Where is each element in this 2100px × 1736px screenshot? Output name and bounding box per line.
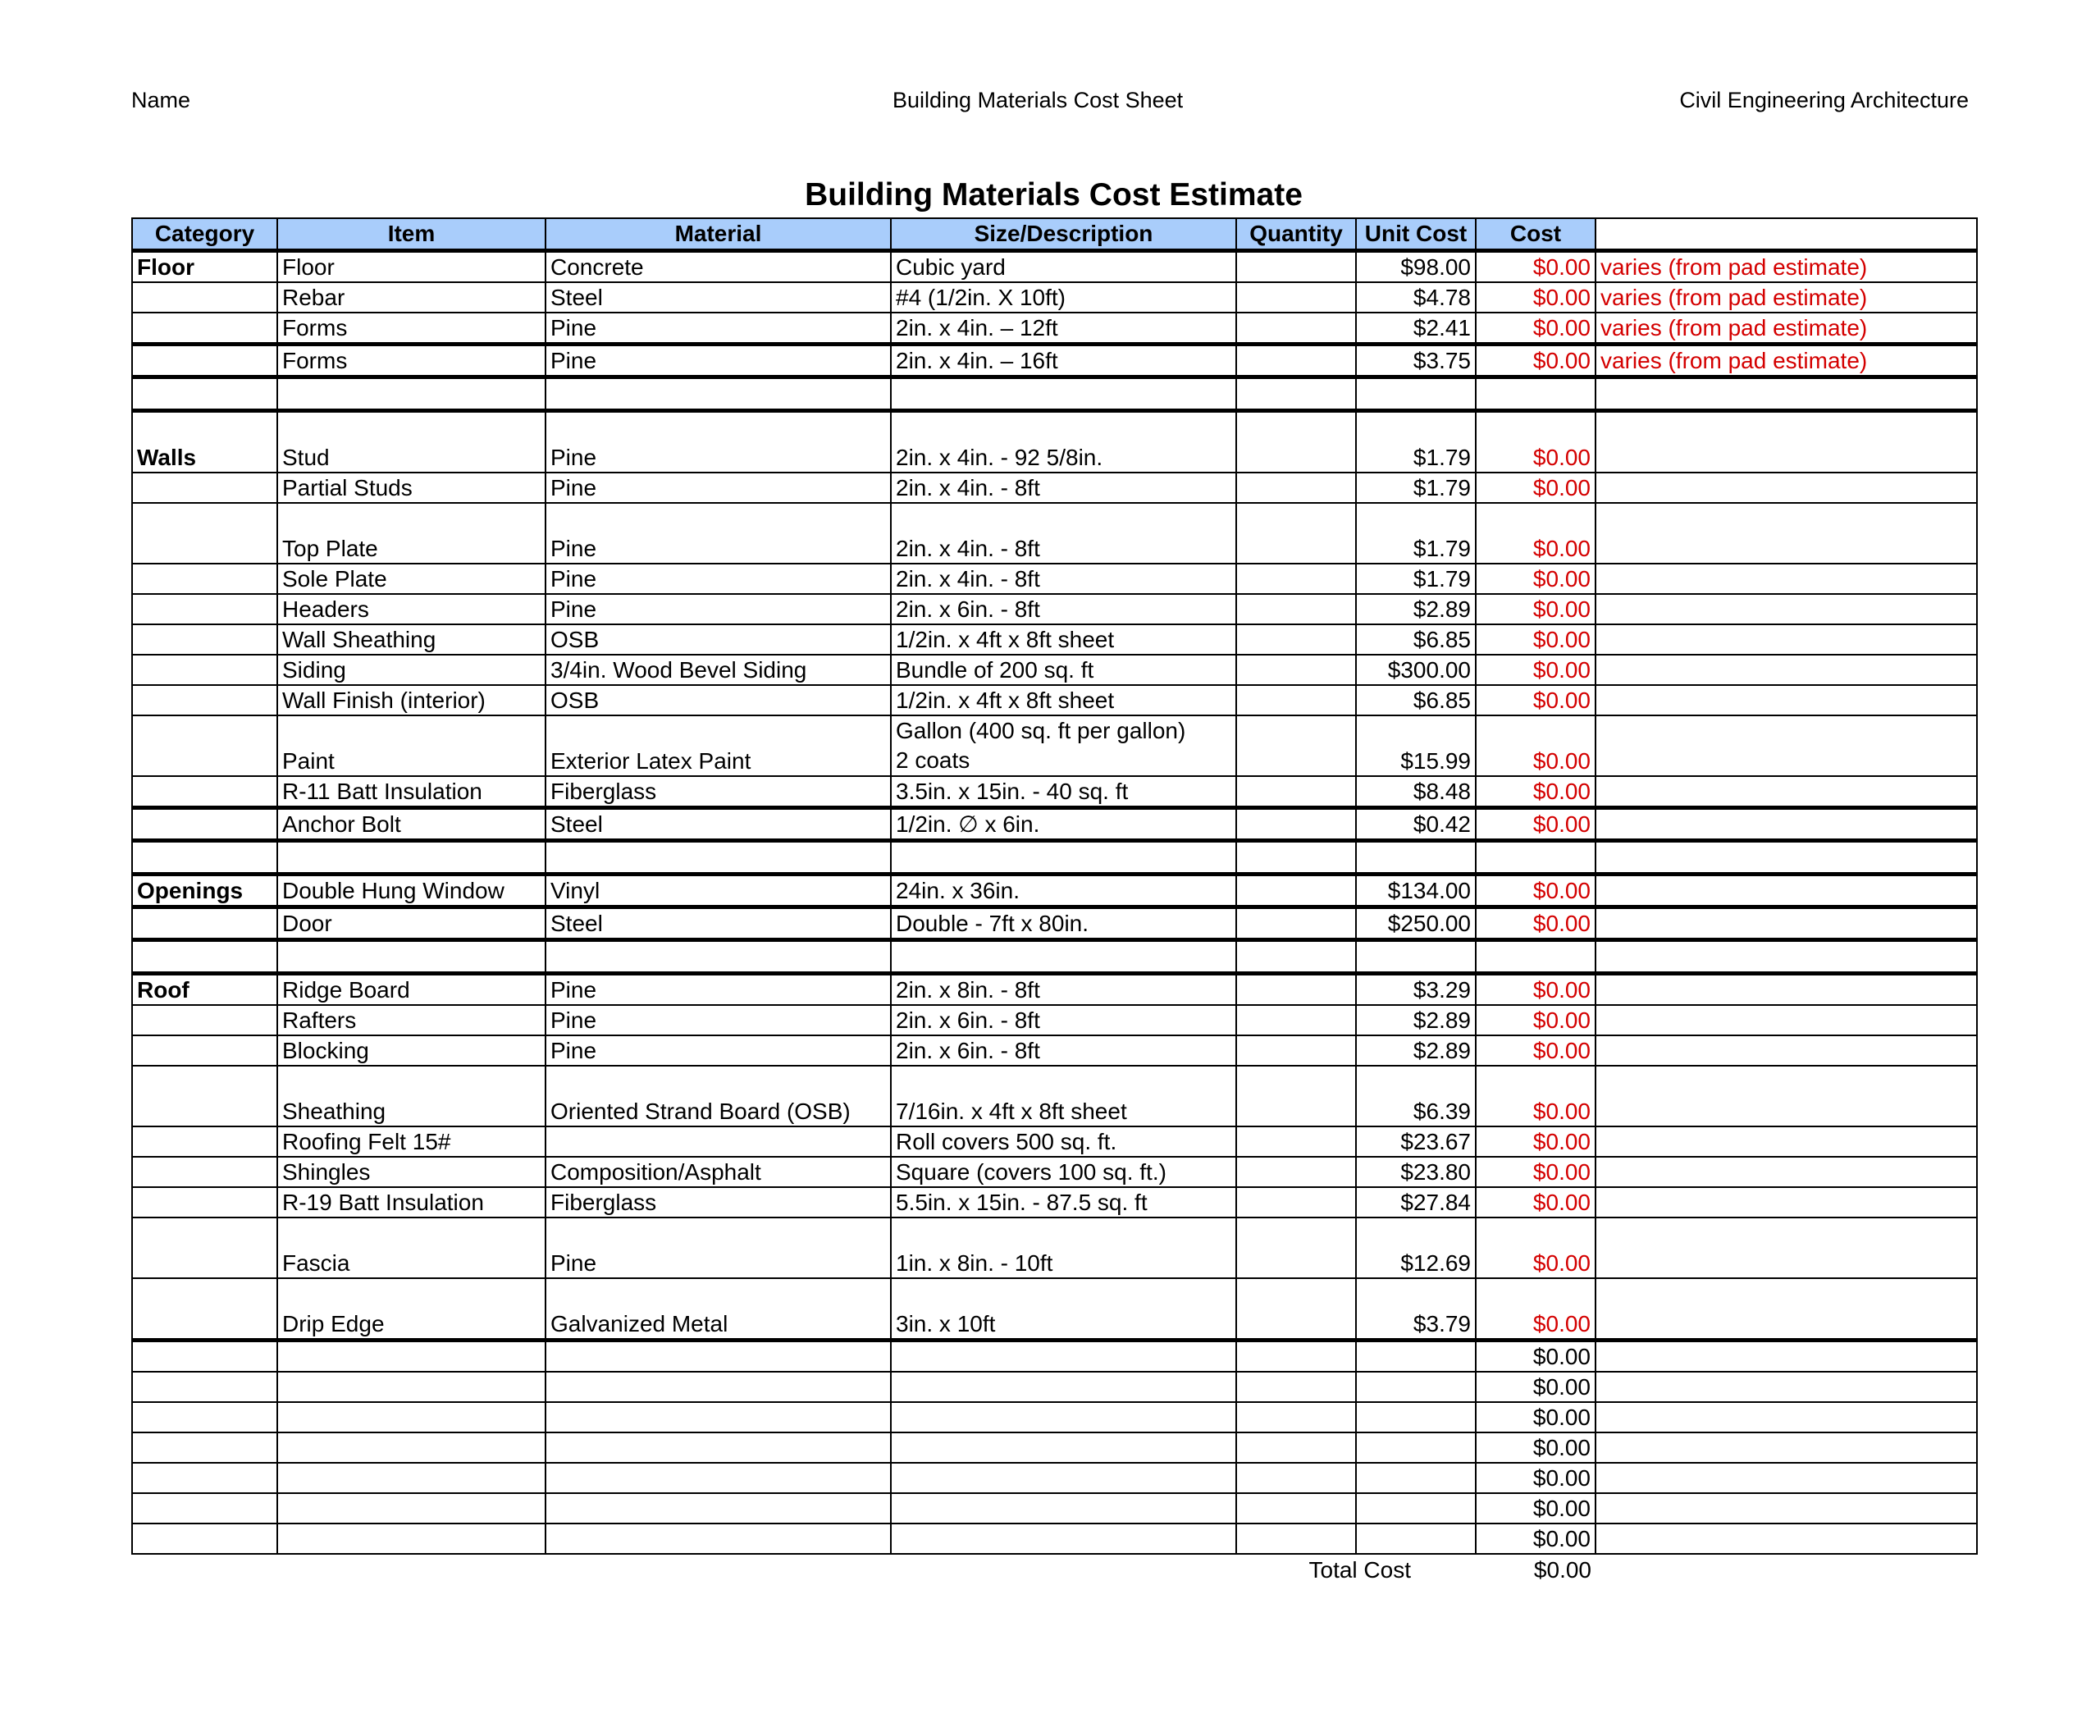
- total-cost-value: $0.00: [1533, 1557, 1591, 1583]
- cell-unit-cost[interactable]: $98.00: [1356, 251, 1476, 283]
- col-header-cost: Cost: [1476, 218, 1596, 251]
- cell-quantity[interactable]: [1236, 251, 1356, 283]
- cell-size[interactable]: 2in. x 4in. – 12ft: [891, 313, 1236, 345]
- cell-item[interactable]: R-11 Batt Insulation: [277, 776, 546, 808]
- cell-cost[interactable]: $0.00: [1476, 1372, 1596, 1402]
- cell-cost[interactable]: $0.00: [1476, 1402, 1596, 1432]
- cell-unit-cost[interactable]: $6.85: [1356, 624, 1476, 655]
- cell-quantity[interactable]: [1236, 1217, 1356, 1278]
- table-row: [132, 907, 1977, 940]
- cell-size[interactable]: Cubic yard: [891, 251, 1236, 283]
- cell-note[interactable]: [1596, 1157, 1977, 1187]
- cell-material[interactable]: Concrete: [546, 251, 891, 283]
- table-row: [132, 503, 1977, 564]
- cell-cost[interactable]: $0.00: [1476, 1217, 1596, 1278]
- cell-size-line2: 2 coats: [896, 747, 970, 773]
- cell-category: [132, 1217, 277, 1278]
- cell-quantity[interactable]: [1236, 564, 1356, 594]
- cell-item[interactable]: Siding: [277, 655, 546, 685]
- cell-quantity[interactable]: [1236, 1005, 1356, 1035]
- cell-quantity[interactable]: [1236, 473, 1356, 503]
- col-header-unit-cost: Unit Cost: [1356, 218, 1476, 251]
- cell-material[interactable]: 3/4in. Wood Bevel Siding: [546, 655, 891, 685]
- cell-note[interactable]: [1596, 776, 1977, 808]
- cell-material[interactable]: Pine: [546, 594, 891, 624]
- cell-size[interactable]: 3in. x 10ft: [891, 1278, 1236, 1341]
- cell-category: [132, 715, 277, 776]
- cell-note[interactable]: [1596, 715, 1977, 776]
- table-row: [132, 776, 1977, 808]
- cell-quantity[interactable]: [1236, 345, 1356, 377]
- cell-material[interactable]: Pine: [546, 345, 891, 377]
- cell-note[interactable]: [1596, 1217, 1977, 1278]
- cell-cost[interactable]: $0.00: [1476, 808, 1596, 841]
- cell-quantity[interactable]: [1236, 655, 1356, 685]
- cell-category: [132, 503, 277, 564]
- cell-unit-cost[interactable]: $2.89: [1356, 594, 1476, 624]
- cell-unit-cost[interactable]: $23.67: [1356, 1126, 1476, 1157]
- cell-cost[interactable]: $0.00: [1476, 345, 1596, 377]
- cell-cost[interactable]: $0.00: [1476, 1278, 1596, 1341]
- cell-cost[interactable]: $0.00: [1476, 251, 1596, 283]
- cell-cost[interactable]: $0.00: [1476, 503, 1596, 564]
- blank-row: [132, 1341, 1977, 1373]
- cell-size[interactable]: 1/2in. x 4ft x 8ft sheet: [891, 685, 1236, 715]
- table-row: [132, 1126, 1977, 1157]
- table-row: [132, 1035, 1977, 1066]
- cell-item[interactable]: Roofing Felt 15#: [277, 1126, 546, 1157]
- cell-size[interactable]: #4 (1/2in. X 10ft): [891, 282, 1236, 313]
- cell-material[interactable]: [546, 1126, 891, 1157]
- cell-cost[interactable]: $0.00: [1476, 1432, 1596, 1463]
- table-row: [132, 1005, 1977, 1035]
- total-row: [132, 1554, 1977, 1584]
- cell-size[interactable]: 2in. x 4in. - 92 5/8in.: [891, 411, 1236, 473]
- cell-material[interactable]: Pine: [546, 974, 891, 1006]
- cell-size[interactable]: 2in. x 6in. - 8ft: [891, 594, 1236, 624]
- cell-unit-cost[interactable]: $6.39: [1356, 1066, 1476, 1126]
- cell-unit-cost[interactable]: $3.79: [1356, 1278, 1476, 1341]
- cell-item[interactable]: Wall Finish (interior): [277, 685, 546, 715]
- cell-note[interactable]: [1596, 1035, 1977, 1066]
- cell-category: [132, 685, 277, 715]
- cell-category: [132, 776, 277, 808]
- cell-cost[interactable]: $0.00: [1476, 1187, 1596, 1217]
- cell-material[interactable]: OSB: [546, 685, 891, 715]
- blank-row: [132, 1402, 1977, 1432]
- cell-note[interactable]: [1596, 1278, 1977, 1341]
- cell-cost[interactable]: $0.00: [1476, 974, 1596, 1006]
- col-header-quantity: Quantity: [1236, 218, 1356, 251]
- cell-quantity[interactable]: [1236, 974, 1356, 1006]
- cell-material[interactable]: Composition/Asphalt: [546, 1157, 891, 1187]
- col-header-size: Size/Description: [891, 218, 1236, 251]
- cell-cost[interactable]: $0.00: [1476, 564, 1596, 594]
- cell-item[interactable]: Top Plate: [277, 503, 546, 564]
- cell-size[interactable]: 2in. x 8in. - 8ft: [891, 974, 1236, 1006]
- cell-unit-cost[interactable]: $15.99: [1356, 715, 1476, 776]
- cell-quantity[interactable]: [1236, 1035, 1356, 1066]
- cell-quantity[interactable]: [1236, 313, 1356, 345]
- cell-category: Openings: [132, 875, 277, 907]
- cell-material[interactable]: Steel: [546, 808, 891, 841]
- cell-category: [132, 1005, 277, 1035]
- cell-unit-cost[interactable]: $3.29: [1356, 974, 1476, 1006]
- cell-item[interactable]: Blocking: [277, 1035, 546, 1066]
- page-title: Building Materials Cost Estimate: [805, 177, 1303, 212]
- cell-item[interactable]: Shingles: [277, 1157, 546, 1187]
- cell-cost[interactable]: $0.00: [1476, 1066, 1596, 1126]
- cell-material[interactable]: OSB: [546, 624, 891, 655]
- cell-quantity[interactable]: [1236, 715, 1356, 776]
- table-row: [132, 1217, 1977, 1278]
- cell-item[interactable]: Rafters: [277, 1005, 546, 1035]
- table-row: [132, 808, 1977, 841]
- cell-cost[interactable]: $0.00: [1476, 685, 1596, 715]
- table-row: [132, 564, 1977, 594]
- cell-size[interactable]: 1in. x 8in. - 10ft: [891, 1217, 1236, 1278]
- cell-unit-cost[interactable]: $1.79: [1356, 564, 1476, 594]
- cell-size[interactable]: 7/16in. x 4ft x 8ft sheet: [891, 1066, 1236, 1126]
- cell-quantity[interactable]: [1236, 594, 1356, 624]
- cell-note[interactable]: [1596, 1126, 1977, 1157]
- cell-note[interactable]: [1596, 907, 1977, 940]
- cell-note[interactable]: [1596, 1187, 1977, 1217]
- cell-material[interactable]: Pine: [546, 1005, 891, 1035]
- cell-category: Roof: [132, 974, 277, 1006]
- cell-material[interactable]: Pine: [546, 1035, 891, 1066]
- cell-size[interactable]: 1/2in. ∅ x 6in.: [891, 808, 1236, 841]
- col-header-category: Category: [132, 218, 277, 251]
- cell-unit-cost[interactable]: $300.00: [1356, 655, 1476, 685]
- cell-item[interactable]: Fascia: [277, 1217, 546, 1278]
- cell-size[interactable]: 5.5in. x 15in. - 87.5 sq. ft: [891, 1187, 1236, 1217]
- cell-category: [132, 594, 277, 624]
- cell-quantity[interactable]: [1236, 808, 1356, 841]
- cell-size[interactable]: 24in. x 36in.: [891, 875, 1236, 907]
- cell-unit-cost[interactable]: $6.85: [1356, 685, 1476, 715]
- cell-unit-cost[interactable]: $12.69: [1356, 1217, 1476, 1278]
- cell-material[interactable]: Steel: [546, 907, 891, 940]
- cell-note[interactable]: [1596, 473, 1977, 503]
- cell-note[interactable]: [1596, 503, 1977, 564]
- cell-unit-cost[interactable]: $23.80: [1356, 1157, 1476, 1187]
- cell-material[interactable]: Steel: [546, 282, 891, 313]
- cell-size[interactable]: Double - 7ft x 80in.: [891, 907, 1236, 940]
- table-row: [132, 1187, 1977, 1217]
- cell-size[interactable]: Bundle of 200 sq. ft: [891, 655, 1236, 685]
- cell-material[interactable]: Pine: [546, 411, 891, 473]
- cell-cost[interactable]: $0.00: [1476, 1493, 1596, 1524]
- cell-item[interactable]: Ridge Board: [277, 974, 546, 1006]
- col-header-material: Material: [546, 218, 891, 251]
- cell-category: Floor: [132, 251, 277, 283]
- table-row: [132, 685, 1977, 715]
- cell-unit-cost[interactable]: $2.89: [1356, 1005, 1476, 1035]
- header-course: Civil Engineering Architecture: [1679, 88, 1969, 112]
- cell-cost[interactable]: $0.00: [1476, 776, 1596, 808]
- cell-note[interactable]: varies (from pad estimate): [1596, 345, 1977, 377]
- cell-note[interactable]: varies (from pad estimate): [1596, 282, 1977, 313]
- cell-category: [132, 282, 277, 313]
- cell-material[interactable]: Oriented Strand Board (OSB): [546, 1066, 891, 1126]
- cell-category: [132, 313, 277, 345]
- cell-unit-cost[interactable]: $4.78: [1356, 282, 1476, 313]
- table-row: [132, 875, 1977, 907]
- cell-material[interactable]: Fiberglass: [546, 1187, 891, 1217]
- cell-quantity[interactable]: [1236, 776, 1356, 808]
- cell-item[interactable]: Sheathing: [277, 1066, 546, 1126]
- cell-note[interactable]: varies (from pad estimate): [1596, 313, 1977, 345]
- cell-material[interactable]: Fiberglass: [546, 776, 891, 808]
- cell-item[interactable]: Paint: [277, 715, 546, 776]
- cell-item[interactable]: Sole Plate: [277, 564, 546, 594]
- table-header-row: [132, 218, 1977, 251]
- cell-category: [132, 808, 277, 841]
- cell-size[interactable]: 2in. x 6in. - 8ft: [891, 1035, 1236, 1066]
- cell-unit-cost[interactable]: $250.00: [1356, 907, 1476, 940]
- cell-item[interactable]: Rebar: [277, 282, 546, 313]
- cell-category: [132, 907, 277, 940]
- table-row: [132, 655, 1977, 685]
- col-header-notes: [1596, 218, 1977, 251]
- table-row: [132, 282, 1977, 313]
- header-sheet-title: Building Materials Cost Sheet: [892, 88, 1184, 112]
- cell-cost[interactable]: $0.00: [1476, 1463, 1596, 1493]
- cell-item[interactable]: Wall Sheathing: [277, 624, 546, 655]
- cell-material[interactable]: Exterior Latex Paint: [546, 715, 891, 776]
- cell-note[interactable]: [1596, 1005, 1977, 1035]
- cell-item[interactable]: Headers: [277, 594, 546, 624]
- cell-note[interactable]: [1596, 564, 1977, 594]
- cell-note[interactable]: [1596, 594, 1977, 624]
- cell-unit-cost[interactable]: $0.42: [1356, 808, 1476, 841]
- spacer-row: [132, 940, 1977, 974]
- cell-note[interactable]: [1596, 685, 1977, 715]
- cell-size[interactable]: 2in. x 4in. - 8ft: [891, 473, 1236, 503]
- table-row: [132, 251, 1977, 283]
- cell-category: [132, 345, 277, 377]
- cell-cost[interactable]: $0.00: [1476, 313, 1596, 345]
- cell-category: [132, 1035, 277, 1066]
- col-header-item: Item: [277, 218, 546, 251]
- cell-cost[interactable]: $0.00: [1476, 875, 1596, 907]
- cell-cost[interactable]: $0.00: [1476, 411, 1596, 473]
- cell-item[interactable]: Stud: [277, 411, 546, 473]
- cell-item[interactable]: Anchor Bolt: [277, 808, 546, 841]
- cell-material[interactable]: Galvanized Metal: [546, 1278, 891, 1341]
- cell-category: Walls: [132, 411, 277, 473]
- cell-item[interactable]: Partial Studs: [277, 473, 546, 503]
- cell-category: [132, 1157, 277, 1187]
- cell-quantity[interactable]: [1236, 1278, 1356, 1341]
- table-row: [132, 313, 1977, 345]
- cell-note[interactable]: [1596, 655, 1977, 685]
- blank-row: [132, 1524, 1977, 1554]
- table-row: [132, 411, 1977, 473]
- cell-cost[interactable]: $0.00: [1476, 655, 1596, 685]
- table-row: [132, 1157, 1977, 1187]
- cell-unit-cost[interactable]: $3.75: [1356, 345, 1476, 377]
- cell-quantity[interactable]: [1236, 1187, 1356, 1217]
- cell-note[interactable]: varies (from pad estimate): [1596, 251, 1977, 283]
- cell-size[interactable]: [891, 715, 1236, 776]
- cell-quantity[interactable]: [1236, 1157, 1356, 1187]
- cell-cost[interactable]: $0.00: [1476, 907, 1596, 940]
- cell-unit-cost[interactable]: $134.00: [1356, 875, 1476, 907]
- cell-category: [132, 1278, 277, 1341]
- cell-unit-cost[interactable]: $2.41: [1356, 313, 1476, 345]
- cell-material[interactable]: Vinyl: [546, 875, 891, 907]
- cell-category: [132, 564, 277, 594]
- cell-cost[interactable]: $0.00: [1476, 282, 1596, 313]
- blank-row: [132, 1432, 1977, 1463]
- total-cost-label: Total Cost: [1308, 1557, 1411, 1583]
- cell-cost[interactable]: $0.00: [1476, 1035, 1596, 1066]
- cell-category: [132, 1126, 277, 1157]
- cell-size[interactable]: 2in. x 4in. - 8ft: [891, 503, 1236, 564]
- cell-unit-cost[interactable]: $27.84: [1356, 1187, 1476, 1217]
- table-row: [132, 594, 1977, 624]
- cell-cost[interactable]: $0.00: [1476, 1005, 1596, 1035]
- cell-item[interactable]: Drip Edge: [277, 1278, 546, 1341]
- cell-unit-cost[interactable]: $8.48: [1356, 776, 1476, 808]
- cell-category: [132, 1066, 277, 1126]
- cost-estimate-table: [131, 217, 1978, 1584]
- cell-unit-cost[interactable]: $1.79: [1356, 411, 1476, 473]
- cell-size[interactable]: 2in. x 4in. – 16ft: [891, 345, 1236, 377]
- cell-item[interactable]: Door: [277, 907, 546, 940]
- table-row: [132, 715, 1977, 776]
- table-row: [132, 624, 1977, 655]
- cell-note[interactable]: [1596, 974, 1977, 1006]
- header-name: Name: [131, 88, 191, 112]
- cell-note[interactable]: [1596, 624, 1977, 655]
- table-row: [132, 345, 1977, 377]
- cell-cost[interactable]: $0.00: [1476, 1157, 1596, 1187]
- cell-quantity[interactable]: [1236, 685, 1356, 715]
- cell-category: [132, 624, 277, 655]
- table-row: [132, 473, 1977, 503]
- cell-cost[interactable]: $0.00: [1476, 715, 1596, 776]
- cell-size[interactable]: 3.5in. x 15in. - 40 sq. ft: [891, 776, 1236, 808]
- cell-item[interactable]: Forms: [277, 313, 546, 345]
- blank-row: [132, 1493, 1977, 1524]
- cell-material[interactable]: Pine: [546, 1217, 891, 1278]
- cell-size[interactable]: Roll covers 500 sq. ft.: [891, 1126, 1236, 1157]
- cell-item[interactable]: Double Hung Window: [277, 875, 546, 907]
- cell-item[interactable]: Floor: [277, 251, 546, 283]
- cell-material[interactable]: Pine: [546, 503, 891, 564]
- cell-quantity[interactable]: [1236, 875, 1356, 907]
- cell-material[interactable]: Pine: [546, 473, 891, 503]
- cell-quantity[interactable]: [1236, 411, 1356, 473]
- cell-quantity[interactable]: [1236, 503, 1356, 564]
- cell-item[interactable]: R-19 Batt Insulation: [277, 1187, 546, 1217]
- blank-row: [132, 1463, 1977, 1493]
- cell-size-line1: Gallon (400 sq. ft per gallon): [896, 718, 1186, 743]
- cell-cost[interactable]: $0.00: [1476, 1341, 1596, 1373]
- cell-cost[interactable]: $0.00: [1476, 473, 1596, 503]
- table-row: [132, 1066, 1977, 1126]
- cell-size[interactable]: 2in. x 4in. - 8ft: [891, 564, 1236, 594]
- cell-unit-cost[interactable]: $1.79: [1356, 503, 1476, 564]
- cell-cost[interactable]: $0.00: [1476, 1126, 1596, 1157]
- cell-size[interactable]: 2in. x 6in. - 8ft: [891, 1005, 1236, 1035]
- spacer-row: [132, 377, 1977, 411]
- cell-quantity[interactable]: [1236, 1066, 1356, 1126]
- cell-unit-cost[interactable]: $1.79: [1356, 473, 1476, 503]
- cell-quantity[interactable]: [1236, 1126, 1356, 1157]
- cell-size[interactable]: Square (covers 100 sq. ft.): [891, 1157, 1236, 1187]
- cell-unit-cost[interactable]: $2.89: [1356, 1035, 1476, 1066]
- cell-note[interactable]: [1596, 808, 1977, 841]
- cell-cost[interactable]: $0.00: [1476, 624, 1596, 655]
- cell-item[interactable]: Forms: [277, 345, 546, 377]
- cell-quantity[interactable]: [1236, 624, 1356, 655]
- cell-note[interactable]: [1596, 411, 1977, 473]
- cell-material[interactable]: Pine: [546, 313, 891, 345]
- cell-quantity[interactable]: [1236, 907, 1356, 940]
- cell-category: [132, 655, 277, 685]
- cell-material[interactable]: Pine: [546, 564, 891, 594]
- cell-size[interactable]: 1/2in. x 4ft x 8ft sheet: [891, 624, 1236, 655]
- table-row: [132, 1278, 1977, 1341]
- cell-category: [132, 1187, 277, 1217]
- table-row: [132, 974, 1977, 1006]
- cell-quantity[interactable]: [1236, 282, 1356, 313]
- blank-row: [132, 1372, 1977, 1402]
- cell-cost[interactable]: $0.00: [1476, 594, 1596, 624]
- spacer-row: [132, 841, 1977, 875]
- cell-note[interactable]: [1596, 875, 1977, 907]
- cell-category: [132, 473, 277, 503]
- cell-note[interactable]: [1596, 1066, 1977, 1126]
- cell-cost[interactable]: $0.00: [1476, 1524, 1596, 1554]
